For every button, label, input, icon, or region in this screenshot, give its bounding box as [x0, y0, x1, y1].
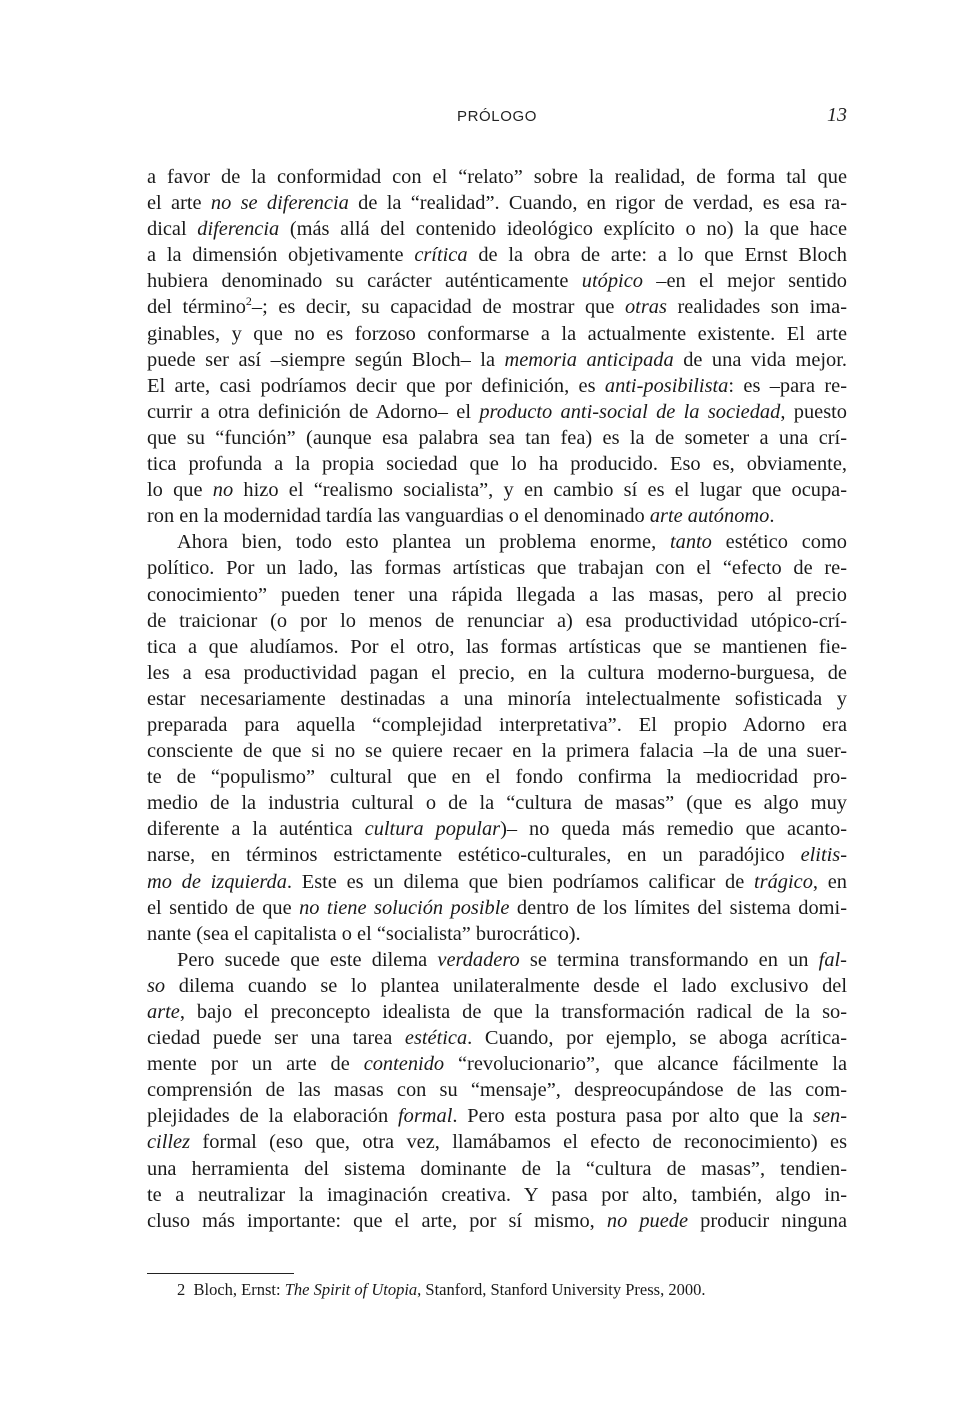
text-line	[147, 1051, 847, 1077]
text-line	[147, 190, 847, 216]
text-span: de la obra de arte: a lo que Ernst Bloch	[467, 244, 847, 267]
footnote-book-title: The Spirit of Utopia	[284, 1280, 418, 1299]
text-line	[147, 294, 847, 320]
body-text	[147, 164, 847, 1234]
italic-span: arte autónomo	[649, 505, 770, 528]
footnote-text-after: , Stanford, Stanford University Press, 2000.	[417, 1280, 706, 1299]
text-span: medio de la industria cultural o de la “cultura de masas” (que es algo muy	[147, 792, 847, 815]
text-span: político. Por un lado, las formas artísticas que trabajan con el “efecto de re-	[147, 557, 847, 580]
page-number: 13	[827, 104, 847, 126]
text-line	[147, 869, 847, 895]
text-span: diferente a la auténtica	[147, 818, 365, 841]
italic-span: arte	[147, 1001, 180, 1023]
text-span: ron en la modernidad tardía las vanguardias o el denominado	[147, 505, 650, 528]
text-line	[147, 738, 847, 764]
text-span: el sentido de que	[147, 896, 300, 919]
text-span: del término	[147, 296, 246, 319]
text-span: . Pero esta postura pasa por alto que la	[452, 1105, 814, 1128]
text-span: preparada para aquella “complejidad interpretativa”. El propio Adorno era	[147, 713, 847, 736]
text-span: Ahora bien, todo esto plantea un problema enorme,	[177, 531, 670, 554]
text-span: , bajo el preconcepto idealista de que la transformación radical de la so-	[179, 1001, 847, 1023]
text-span: se termina transformando en un	[519, 948, 819, 971]
italic-span: otras	[624, 296, 667, 319]
text-line	[147, 425, 847, 451]
text-span: (más allá del contenido ideológico explícito o no) la que hace	[279, 218, 847, 241]
text-span: Pero sucede que este dilema	[177, 948, 438, 971]
italic-span: trágico	[754, 870, 813, 893]
text-line	[147, 321, 847, 347]
text-span: producir ninguna	[688, 1209, 847, 1232]
text-line	[147, 555, 847, 581]
text-span: a favor de la conformidad con el “relato” sobre la realidad, de forma tal que	[147, 166, 847, 188]
text-span: estético como	[711, 531, 847, 554]
text-span: ginables, y que no es forzoso conformarse a la actualmente existente. El arte	[147, 322, 847, 345]
text-line	[147, 373, 847, 399]
italic-span: elitis-	[800, 844, 847, 867]
italic-span: memoria anticipada	[504, 348, 674, 371]
footnote-divider	[147, 1273, 294, 1274]
text-line	[147, 582, 847, 608]
text-line	[147, 1156, 847, 1182]
text-line	[147, 503, 847, 529]
italic-span: crítica	[414, 244, 468, 267]
text-span: “revolucionario”, que alcance fácilmente la	[444, 1053, 847, 1076]
text-span: te a neutralizar la imaginación creativa. Y pasa por alto, también, algo in-	[147, 1183, 847, 1206]
text-span: tica profunda a la propia sociedad que lo ha producido. Eso es, obviamente,	[147, 453, 847, 476]
italic-span: sen-	[813, 1105, 847, 1128]
text-span: realidades son ima-	[666, 296, 847, 319]
text-span: : es –para re-	[728, 374, 848, 397]
text-line	[147, 1208, 847, 1234]
text-span: estar necesariamente destinadas a una minoría intelectualmente sofisticada y	[147, 687, 847, 710]
text-span: te de “populismo” cultural que en el fondo confirma la mediocridad pro-	[147, 766, 847, 789]
text-span: . Este es un dilema que bien podríamos calificar de	[286, 870, 755, 893]
text-span: dilema cuando se lo plantea unilateralmente desde el lado exclusivo del	[165, 974, 847, 997]
text-span: .	[769, 505, 775, 528]
text-span: lo que	[147, 479, 213, 502]
text-span: narse, en términos estrictamente estético-culturales, en un paradójico	[147, 844, 801, 867]
text-span: a la dimensión objetivamente	[147, 244, 415, 267]
text-span: )– no queda más remedio que acanto-	[500, 818, 847, 841]
text-line	[147, 999, 847, 1025]
italic-span: no tiene solución posible	[299, 896, 510, 919]
italic-span: contenido	[363, 1053, 445, 1076]
text-line	[147, 1025, 847, 1051]
text-line	[147, 268, 847, 294]
text-line	[147, 347, 847, 373]
text-span: que su “función” (aunque esa palabra sea tan fea) es la de someter a una crí-	[147, 426, 847, 449]
footnote-reference: 2	[245, 294, 252, 309]
italic-span: fal-	[818, 948, 847, 971]
text-span: nante (sea el capitalista o el “socialista” burocrático).	[147, 922, 581, 945]
italic-span: so	[147, 974, 166, 997]
text-line	[147, 921, 847, 947]
text-span: el arte	[147, 192, 211, 215]
italic-span: no	[212, 479, 234, 502]
text-line	[147, 764, 847, 790]
text-line	[147, 816, 847, 842]
text-line	[147, 399, 847, 425]
italic-span: no puede	[606, 1209, 689, 1232]
italic-span: diferencia	[197, 218, 280, 241]
text-line	[147, 686, 847, 712]
text-span: tica a que aludíamos. Por el otro, las formas artísticas que se mantienen fie-	[147, 635, 847, 658]
text-span: de una vida mejor.	[673, 348, 847, 371]
italic-span: cillez	[147, 1131, 191, 1154]
italic-span: estética	[404, 1027, 468, 1050]
text-line	[147, 842, 847, 868]
italic-span: mo de izquierda	[147, 870, 287, 893]
text-line	[147, 164, 847, 190]
text-line	[147, 634, 847, 660]
footnote	[177, 1279, 837, 1301]
text-line	[147, 712, 847, 738]
text-span: hizo el “realismo socialista”, y en cambio sí es el lugar que ocupa-	[233, 479, 848, 502]
text-span: cluso más importante: que el arte, por sí mismo,	[147, 1209, 607, 1232]
text-span: comprensión de las masas con su “mensaje”, despreocupándose de las com-	[147, 1079, 847, 1102]
text-line	[147, 1077, 847, 1103]
italic-span: formal	[397, 1105, 453, 1128]
italic-span: anti-posibilista	[604, 374, 729, 397]
text-span: currir a otra definición de Adorno– el	[147, 400, 480, 423]
text-span: formal (eso que, otra vez, llamábamos el efecto de reconocimiento) es	[190, 1131, 847, 1154]
text-span: dical	[147, 218, 198, 241]
text-line	[147, 660, 847, 686]
text-span: conocimiento” pueden tener una rápida llegada a las masas, pero al precio	[147, 583, 847, 606]
italic-span: no se diferencia	[210, 192, 349, 215]
text-line	[147, 895, 847, 921]
text-span: , puesto	[780, 400, 847, 423]
text-span: una herramienta del sistema dominante de la “cultura de masas”, tendien-	[147, 1157, 847, 1180]
italic-span: producto anti-social de la sociedad	[479, 400, 781, 423]
text-span: de la “realidad”. Cuando, en rigor de verdad, es esa ra-	[348, 192, 848, 215]
text-line	[147, 1103, 847, 1129]
text-span: ciedad puede ser una tarea	[147, 1027, 405, 1050]
text-span: hubiera denominado su carácter auténticamente	[147, 270, 582, 293]
text-span: consciente de que si no se quiere recaer en la primera falacia –la de una suer-	[147, 740, 847, 763]
text-line	[147, 529, 847, 555]
text-span: El arte, casi podríamos decir que por definición, es	[147, 374, 605, 397]
text-span: puede ser así –siempre según Bloch– la	[147, 348, 505, 371]
text-line	[147, 451, 847, 477]
text-line	[147, 1182, 847, 1208]
text-span: , en	[812, 870, 848, 893]
italic-span: utópico	[581, 270, 643, 293]
text-span: de traicionar (o por lo menos de renunciar a) esa productividad utópico-crí-	[147, 609, 847, 632]
text-line	[147, 216, 847, 242]
text-line	[147, 242, 847, 268]
running-header	[147, 104, 847, 132]
text-line	[147, 608, 847, 634]
chapter-title: PRÓLOGO	[456, 108, 538, 125]
text-span: les a esa productividad pagan el precio, en la cultura moderno-burguesa, de	[147, 661, 847, 684]
text-line	[147, 1129, 847, 1155]
text-span: dentro de los límites del sistema domi-	[509, 896, 847, 919]
text-line	[147, 947, 847, 973]
text-span: plejidades de la elaboración	[147, 1105, 398, 1128]
italic-span: cultura popular	[364, 818, 501, 841]
text-span: . Cuando, por ejemplo, se aboga acrítica-	[467, 1027, 847, 1050]
text-span: –en el mejor sentido	[642, 270, 848, 293]
text-span: –; es decir, su capacidad de mostrar que	[251, 296, 625, 319]
italic-span: verdadero	[437, 948, 520, 971]
text-span: mente por un arte de	[147, 1053, 364, 1076]
text-line	[147, 477, 847, 503]
italic-span: tanto	[669, 531, 712, 554]
text-line	[147, 790, 847, 816]
footnote-text-before: Bloch, Ernst:	[193, 1280, 285, 1299]
text-line	[147, 973, 847, 999]
footnote-number: 2	[177, 1280, 186, 1299]
